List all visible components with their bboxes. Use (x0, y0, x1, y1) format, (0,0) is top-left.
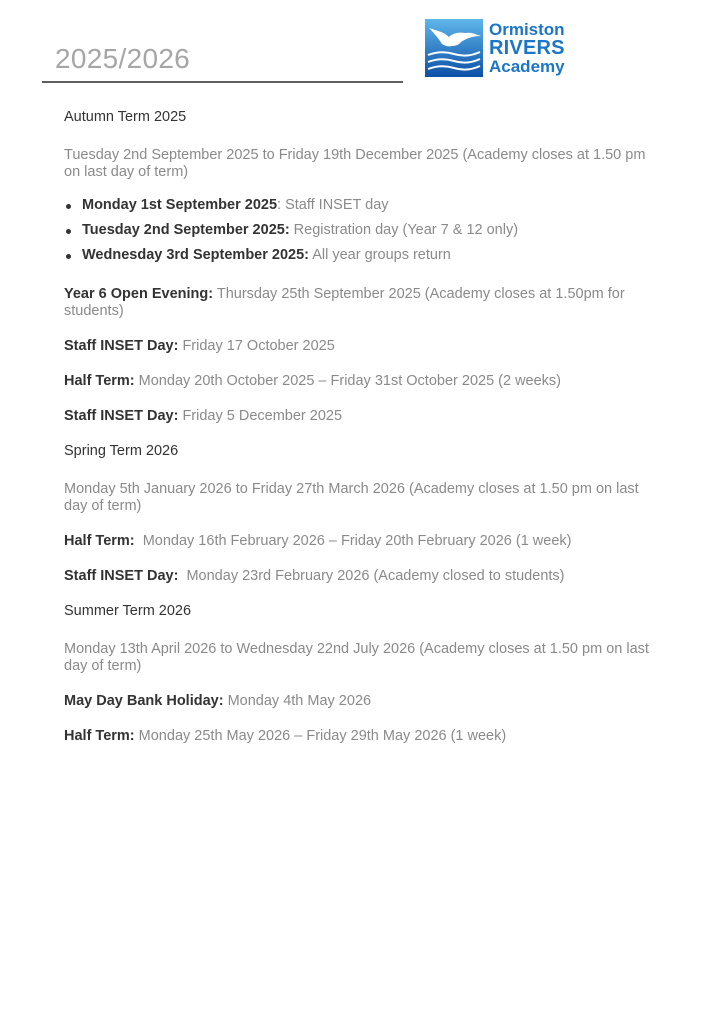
staff-inset-day-feb (64, 568, 654, 585)
item-separator: : (277, 197, 282, 213)
entry-label: Half Term: (64, 533, 135, 549)
academy-logo (425, 19, 565, 77)
bird-waves-icon (425, 19, 483, 77)
summer-term-dates: Monday 13th April 2026 to Wednesday 22nd July 2026 (Academy closes at 1.50 pm on last day of term) (64, 641, 649, 674)
entry-label: Half Term: (64, 728, 135, 744)
item-text: Registration day (Year 7 & 12 only) (289, 222, 519, 238)
year-title: 2025/2026 (55, 43, 191, 74)
entry-label: Half Term: (64, 373, 135, 389)
logo-line-3: Academy (489, 57, 565, 76)
bullet-icon (66, 204, 71, 209)
entry-text: Thursday 25th September 2025 (Academy closes at 1.50pm for students) (64, 286, 625, 319)
entry-label: Staff INSET Day: (64, 408, 179, 424)
may-day-bank-holiday (64, 693, 654, 710)
bullet-icon (66, 229, 71, 234)
list-item (64, 247, 654, 264)
entry-text: Friday 17 October 2025 (178, 338, 335, 354)
entry-label: Year 6 Open Evening: (64, 286, 214, 302)
spring-half-term (64, 533, 654, 550)
entry-text: Monday 16th February 2026 – Friday 20th February 2026 (1 week) (134, 533, 572, 549)
logo-line-1: Ormiston (489, 20, 565, 39)
title-rule (42, 81, 403, 83)
spring-term-heading: Spring Term 2026 (64, 443, 179, 459)
autumn-half-term (64, 373, 654, 390)
term-dates-content (64, 106, 654, 745)
spring-term-dates: Monday 5th January 2026 to Friday 27th March 2026 (Academy closes at 1.50 pm on last day of term) (64, 481, 639, 514)
list-item (64, 197, 654, 214)
summer-half-term (64, 728, 654, 745)
autumn-start-list (64, 197, 654, 264)
logo-line-2: RIVERS (489, 37, 565, 59)
autumn-term-heading: Autumn Term 2025 (64, 109, 187, 125)
entry-label: Staff INSET Day: (64, 338, 179, 354)
entry-text: Monday 23rd February 2026 (Academy closed to students) (178, 568, 565, 584)
entry-text: Monday 20th October 2025 – Friday 31st October 2025 (2 weeks) (134, 373, 562, 389)
entry-label: Staff INSET Day: (64, 568, 179, 584)
bullet-icon (66, 254, 71, 259)
summer-term-heading: Summer Term 2026 (64, 603, 192, 619)
staff-inset-day-dec (64, 408, 654, 425)
entry-text: Monday 4th May 2026 (223, 693, 372, 709)
staff-inset-day-oct (64, 338, 654, 355)
item-label: Monday 1st September 2025 (82, 197, 278, 213)
item-text: Staff INSET day (281, 197, 389, 213)
year6-open-evening (64, 286, 654, 320)
autumn-term-dates: Tuesday 2nd September 2025 to Friday 19th December 2025 (Academy closes at 1.50 pm on last day of term) (64, 147, 646, 180)
list-item (64, 222, 654, 239)
entry-text: Friday 5 December 2025 (178, 408, 343, 424)
entry-text: Monday 25th May 2026 – Friday 29th May 2026 (1 week) (134, 728, 507, 744)
item-label: Tuesday 2nd September 2025: (82, 222, 290, 238)
item-text: All year groups return (309, 247, 451, 263)
entry-label: May Day Bank Holiday: (64, 693, 224, 709)
item-label: Wednesday 3rd September 2025: (82, 247, 309, 263)
